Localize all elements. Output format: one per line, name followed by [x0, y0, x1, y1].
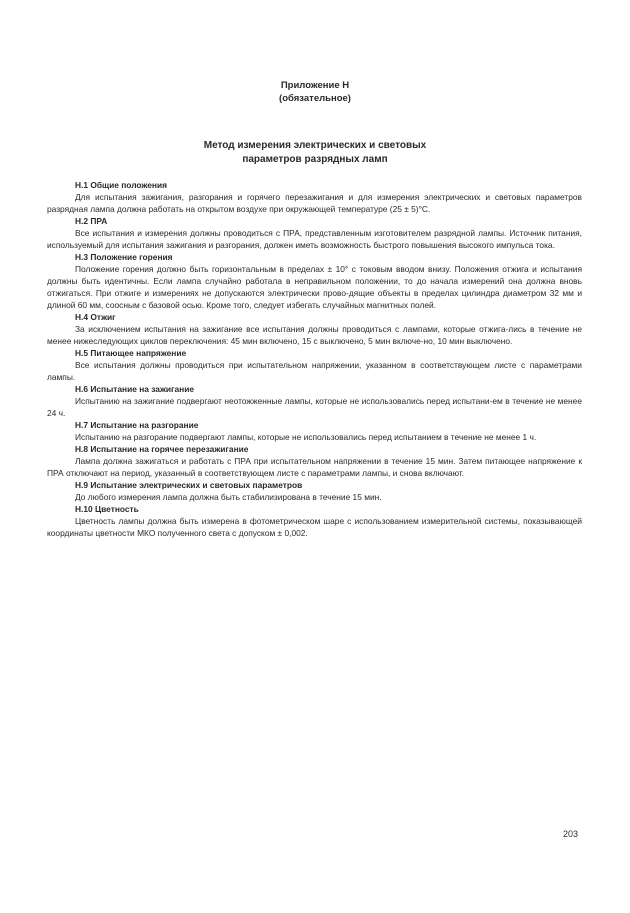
section-text: За исключением испытания на зажигание все испытания должны проводиться с лампами, которые отжига-лись в течение не менее нижеследующих циклов переключения: 45 мин включено, 15 с выключено, 5 мин включе-но, 10 мин выключено.	[47, 324, 582, 346]
annex-header	[0, 79, 630, 105]
section-heading: Н.4 Отжиг	[75, 312, 116, 322]
section-text: Все испытания должны проводиться при испытательном напряжении, указанном в соответствующем листе с параметрами лампы.	[47, 360, 582, 382]
section-text: Лампа должна зажигаться и работать с ПРА при испытательном напряжении в течение 15 мин. Затем питающее напряжение к ПРА отключают на период, указанный в соответствующем листе с параметрами лампы, и снова включают.	[47, 456, 582, 478]
section-text: Испытанию на разгорание подвергают лампы, которые не использовались перед испытанием в течение не менее 1 ч.	[75, 432, 537, 442]
section-heading: Н.7 Испытание на разгорание	[75, 420, 199, 430]
section-heading: Н.3 Положение горения	[75, 252, 173, 262]
section-heading: Н.5 Питающее напряжение	[75, 348, 187, 358]
section-heading: Н.8 Испытание на горячее перезажигание	[75, 444, 249, 454]
section-text: Положение горения должно быть горизонтальным в пределах ± 10° с токовым вводом внизу. Положения отжига и испытания должны быть идентичны. Если лампа случайно работала в неправильном положении, то до начала измерений она должна вновь отжигаться. При отжиге и измерениях не допускаются электрически прово-дящие объекты в пределах цилиндра диаметром 32 мм и длиной 60 мм, соосным с базовой осью. Кроме того, следует избегать случайных магнитных полей.	[47, 264, 582, 310]
section-text: Для испытания зажигания, разгорания и горячего перезажигания и для измерения электрических и световых параметров разрядная лампа должна работать на открытом воздухе при окружающей температуре (25 ± 5)°С.	[47, 192, 582, 214]
section-text: До любого измерения лампа должна быть стабилизирована в течение 15 мин.	[75, 492, 382, 502]
section-text: Все испытания и измерения должны проводиться с ПРА, представленным изготовителем разрядной лампы. Источник питания, используемый для испытания зажигания и разгорания, должен иметь возможность быстрого повышения высокого импульса тока.	[47, 228, 582, 250]
section-heading: Н.9 Испытание электрических и световых параметров	[75, 480, 303, 490]
annex-label: Приложение Н	[280, 80, 350, 91]
title-line-1: Метод измерения электрических и световых	[203, 140, 427, 151]
section-text: Испытанию на зажигание подвергают неотожженные лампы, которые не использовались перед испытани-ем в течение не менее 24 ч.	[47, 396, 582, 418]
page-number: 203	[563, 829, 579, 839]
section-heading: Н.1 Общие положения	[75, 180, 168, 190]
document-title	[0, 139, 630, 167]
annex-status: (обязательное)	[279, 93, 351, 104]
document-body	[47, 179, 582, 539]
section-heading: Н.6 Испытание на зажигание	[75, 384, 195, 394]
section-text: Цветность лампы должна быть измерена в фотометрическом шаре с использованием измерительной системы, показывающей координаты цветности МКО полученного света с допуском ± 0,002.	[47, 516, 582, 538]
section-heading: Н.10 Цветность	[75, 504, 139, 514]
section-heading: Н.2 ПРА	[75, 216, 108, 226]
title-line-2: параметров разрядных ламп	[242, 154, 388, 165]
